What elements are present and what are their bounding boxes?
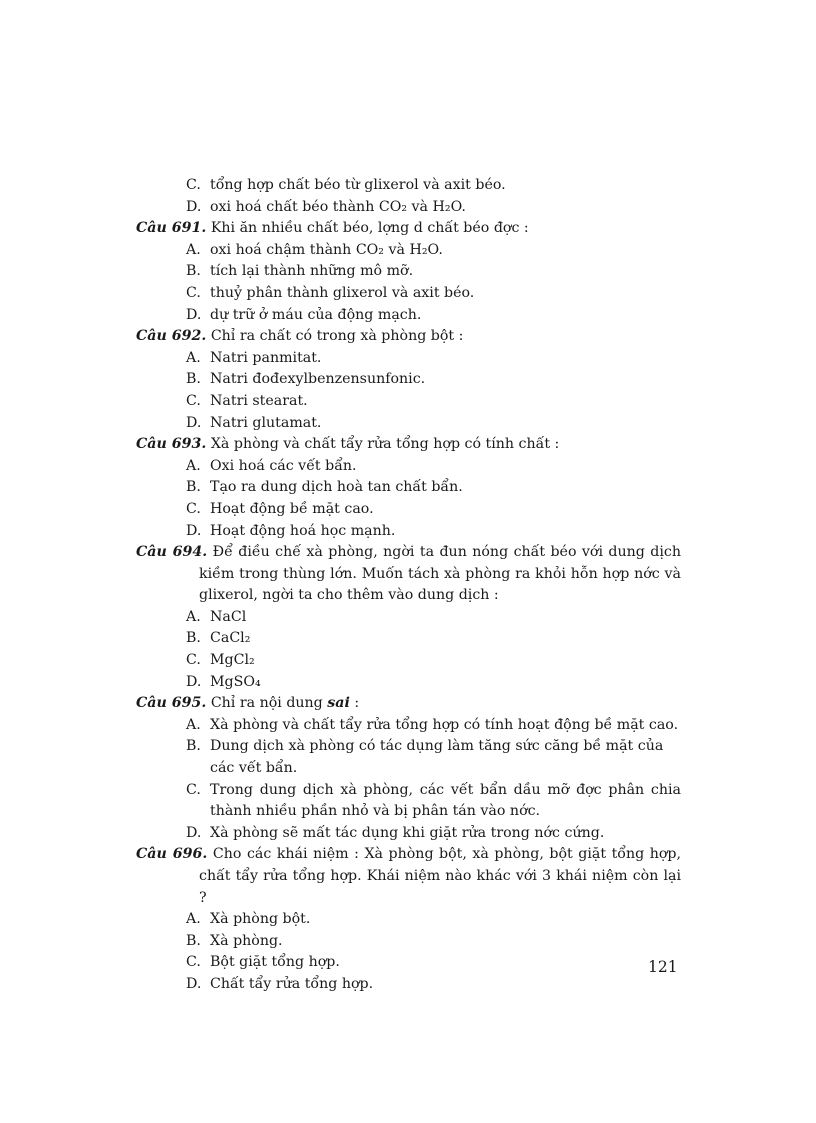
option-letter: C.: [186, 500, 201, 517]
option-text: MgCl₂: [210, 652, 255, 669]
option-letter: D.: [186, 522, 202, 539]
option-c: [136, 952, 681, 974]
option-text: Xà phòng và chất tẩy rửa tổng hợp có tính hoạt động bề mặt cao.: [210, 716, 679, 733]
option-d: [136, 413, 681, 435]
option-text: Trong dung dịch xà phòng, các vết bẩn dầu mỡ đợc phân chia thành nhiều phần nhỏ và bị phân tán vào nớc.: [210, 781, 681, 820]
question-text: Để điều chế xà phòng, ngời ta đun nóng chất béo với dung dịch kiềm trong thùng lớn. Muốn tách xà phòng ra khỏi hỗn hợp nớc và glixerol, ngời ta cho thêm vào dung dịch :: [199, 544, 681, 604]
question-list: [136, 175, 681, 996]
question-stem: [136, 844, 681, 909]
option-text: Natri glutamat.: [210, 414, 322, 431]
question-696: [136, 844, 681, 995]
option-a: [136, 607, 681, 629]
option-b: [136, 931, 681, 953]
option-letter: D.: [186, 975, 202, 992]
option-b: [136, 736, 681, 779]
option-letter: C.: [186, 392, 201, 409]
option-letter: D.: [186, 414, 202, 431]
option-b: [136, 628, 681, 650]
option-letter: C.: [186, 652, 201, 669]
question-691: [136, 218, 681, 326]
option-text: thuỷ phân thành glixerol và axit béo.: [210, 284, 475, 301]
option-text: oxi hoá chất béo thành CO₂ và H₂O.: [210, 198, 466, 215]
option-text: Chất tẩy rửa tổng hợp.: [210, 975, 374, 992]
question-stem: [136, 542, 681, 607]
question-stem: [136, 434, 681, 456]
option-c: [136, 283, 681, 305]
option-text: dự trữ ở máu của động mạch.: [210, 306, 422, 323]
option-letter: C.: [186, 177, 201, 193]
option-c: [136, 650, 681, 672]
option-letter: B.: [186, 932, 201, 949]
option-letter: A.: [186, 457, 201, 474]
option-text: Dung dịch xà phòng có tác dụng làm tăng sức căng bề mặt của các vết bẩn.: [210, 738, 664, 777]
option-text: CaCl₂: [210, 630, 251, 647]
question-emphasis: sai: [327, 695, 350, 712]
question-694: [136, 542, 681, 693]
question-number: Câu 691.: [136, 220, 207, 237]
option-a: [136, 240, 681, 262]
option-letter: C.: [186, 954, 201, 971]
question-number: Câu 693.: [136, 436, 207, 453]
question-692: [136, 326, 681, 434]
option-text: Xà phòng sẽ mất tác dụng khi giặt rửa trong nớc cứng.: [210, 824, 605, 841]
option-d: [136, 197, 681, 219]
continued-question: [136, 175, 681, 218]
option-a: [136, 909, 681, 931]
option-c: [136, 780, 681, 823]
option-c: [136, 391, 681, 413]
option-text: oxi hoá chậm thành CO₂ và H₂O.: [210, 241, 443, 258]
option-letter: C.: [186, 781, 201, 798]
option-letter: C.: [186, 284, 201, 301]
option-letter: B.: [186, 263, 201, 280]
question-stem: [136, 326, 681, 348]
option-text: Bột giặt tổng hợp.: [210, 954, 340, 971]
question-text: Chỉ ra chất có trong xà phòng bột :: [210, 328, 464, 345]
option-text: Oxi hoá các vết bẩn.: [210, 457, 357, 474]
option-text: Natri đođexylbenzensunfonic.: [210, 371, 426, 388]
question-number: Câu 694.: [136, 544, 208, 561]
question-stem: [136, 693, 681, 715]
option-d: [136, 823, 681, 845]
question-number: Câu 696.: [136, 846, 208, 863]
option-a: [136, 348, 681, 370]
question-text: Khi ăn nhiều chất béo, lợng d chất béo đợc :: [210, 220, 529, 237]
option-c: [136, 175, 681, 197]
option-letter: A.: [186, 349, 201, 366]
option-text: Natri stearat.: [210, 392, 308, 409]
option-letter: D.: [186, 198, 202, 215]
question-stem: [136, 218, 681, 240]
option-text: Tạo ra dung dịch hoà tan chất bẩn.: [210, 479, 463, 496]
option-b: [136, 369, 681, 391]
option-text: tổng hợp chất béo từ glixerol và axit béo.: [210, 177, 506, 193]
option-b: [136, 261, 681, 283]
option-letter: A.: [186, 241, 201, 258]
option-letter: B.: [186, 371, 201, 388]
question-number: Câu 695.: [136, 695, 207, 712]
option-a: [136, 456, 681, 478]
question-text: Chỉ ra nội dung: [210, 695, 323, 712]
option-text: Hoạt động hoá học mạnh.: [210, 522, 396, 539]
option-letter: D.: [186, 306, 202, 323]
option-b: [136, 477, 681, 499]
option-letter: A.: [186, 608, 201, 625]
option-d: [136, 672, 681, 694]
option-letter: D.: [186, 824, 202, 841]
option-text: Natri panmitat.: [210, 349, 322, 366]
option-a: [136, 715, 681, 737]
option-text: Xà phòng.: [210, 932, 283, 949]
option-letter: B.: [186, 630, 201, 647]
question-text: Xà phòng và chất tẩy rửa tổng hợp có tính chất :: [210, 436, 560, 453]
question-number: Câu 692.: [136, 328, 207, 345]
option-d: [136, 974, 681, 996]
question-693: [136, 434, 681, 542]
page-number: 121: [648, 958, 678, 976]
option-text: NaCl: [210, 608, 247, 625]
option-text: tích lại thành những mô mỡ.: [210, 263, 414, 280]
option-letter: D.: [186, 673, 202, 690]
option-d: [136, 521, 681, 543]
option-letter: B.: [186, 479, 201, 496]
option-text: Hoạt động bề mặt cao.: [210, 500, 374, 517]
question-text: Cho các khái niệm : Xà phòng bột, xà phòng, bột giặt tổng hợp, chất tẩy rửa tổng hợp. Khái niệm nào khác với 3 khái niệm còn lại ?: [199, 846, 682, 906]
option-letter: B.: [186, 738, 201, 755]
option-c: [136, 499, 681, 521]
option-d: [136, 305, 681, 327]
option-text: Xà phòng bột.: [210, 911, 311, 928]
option-letter: A.: [186, 911, 201, 928]
question-695: [136, 693, 681, 844]
option-letter: A.: [186, 716, 201, 733]
option-text: MgSO₄: [210, 673, 261, 690]
question-text-end: :: [354, 695, 360, 712]
